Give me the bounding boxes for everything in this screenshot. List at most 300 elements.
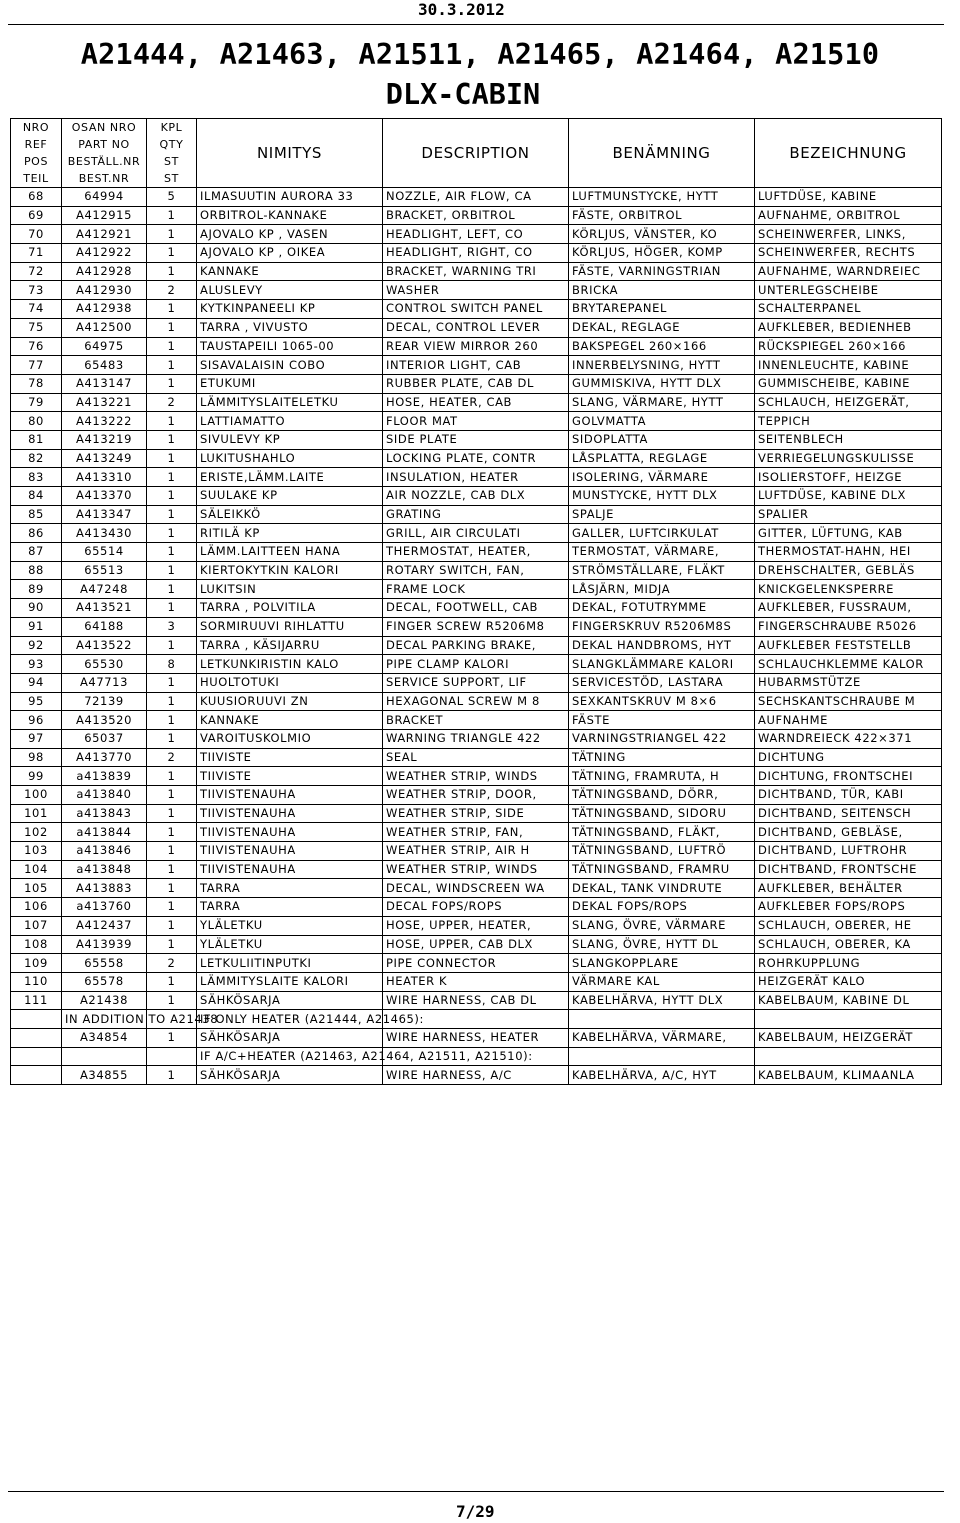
table-cell: 1: [147, 916, 197, 935]
table-cell: KABELHÄRVA, VÄRMARE,: [569, 1028, 755, 1047]
table-cell: 1: [147, 412, 197, 431]
table-cell: DECAL, FOOTWELL, CAB: [383, 599, 569, 618]
table-cell: [11, 1028, 62, 1047]
table-cell: 111: [11, 991, 62, 1010]
table-cell: 72139: [62, 692, 147, 711]
table-cell: DICHTUNG, FRONTSCHEI: [755, 767, 942, 786]
table-cell: [11, 1010, 62, 1029]
table-cell: SLANG, ÖVRE, HYTT DL: [569, 935, 755, 954]
table-cell: KÖRLJUS, VÄNSTER, KO: [569, 225, 755, 244]
header-description: DESCRIPTION: [383, 119, 569, 188]
table-cell: 87: [11, 543, 62, 562]
table-cell: 81: [11, 430, 62, 449]
table-cell: FINGERSCHRAUBE R5026: [755, 617, 942, 636]
table-row: [11, 524, 942, 543]
table-row: [11, 318, 942, 337]
table-cell: A413522: [62, 636, 147, 655]
table-cell: LUKITSIN: [197, 580, 383, 599]
document-title: A21444, A21463, A21511, A21465, A21464, A21510: [80, 38, 880, 71]
table-cell: DEKAL, FOTUTRYMME: [569, 599, 755, 618]
table-cell: a413843: [62, 804, 147, 823]
table-cell: TÄTNING, FRAMRUTA, H: [569, 767, 755, 786]
table-cell: SEXKANTSKRUV M 8×6: [569, 692, 755, 711]
table-cell: VAROITUSKOLMIO: [197, 729, 383, 748]
table-row: [11, 767, 942, 786]
table-cell: WIRE HARNESS, CAB DL: [383, 991, 569, 1010]
table-cell: SCHLAUCH, HEIZGERÄT,: [755, 393, 942, 412]
table-cell: GOLVMATTA: [569, 412, 755, 431]
table-cell: 109: [11, 954, 62, 973]
table-cell: 78: [11, 374, 62, 393]
document-date: 30.3.2012: [418, 0, 505, 19]
table-cell: 1: [147, 300, 197, 319]
table-cell: KNICKGELENKSPERRE: [755, 580, 942, 599]
table-cell: [62, 1047, 147, 1066]
table-row: [11, 991, 942, 1010]
table-cell: [755, 1047, 942, 1066]
table-cell: DECAL PARKING BRAKE,: [383, 636, 569, 655]
table-cell: GUMMISKIVA, HYTT DLX: [569, 374, 755, 393]
table-row: [11, 374, 942, 393]
table-cell: 82: [11, 449, 62, 468]
table-row: [11, 393, 942, 412]
table-cell: INNERBELYSNING, HYTT: [569, 356, 755, 375]
table-cell: 105: [11, 879, 62, 898]
table-row: [11, 729, 942, 748]
table-cell: SIDE PLATE: [383, 430, 569, 449]
table-cell: TERMOSTAT, VÄRMARE,: [569, 543, 755, 562]
table-cell: SISAVALAISIN COBO: [197, 356, 383, 375]
table-cell: FÄSTE: [569, 711, 755, 730]
table-cell: WEATHER STRIP, WINDS: [383, 860, 569, 879]
table-cell: DEKAL, TANK VINDRUTE: [569, 879, 755, 898]
note-text-cell: IF A/C+HEATER (A21463, A21464, A21511, A21510):: [197, 1047, 383, 1066]
table-cell: SPALIER: [755, 505, 942, 524]
note-text-cell: IF ONLY HEATER (A21444, A21465):: [197, 1010, 383, 1029]
table-cell: HOSE, UPPER, HEATER,: [383, 916, 569, 935]
table-cell: KANNAKE: [197, 711, 383, 730]
top-rule: [8, 24, 944, 25]
table-cell: 65514: [62, 543, 147, 562]
table-cell: 65483: [62, 356, 147, 375]
table-cell: RITILÄ KP: [197, 524, 383, 543]
table-cell: 103: [11, 842, 62, 861]
note-row-ac: [11, 1047, 942, 1066]
table-cell: 2: [147, 954, 197, 973]
table-cell: GALLER, LUFTCIRKULAT: [569, 524, 755, 543]
header-nimitys: NIMITYS: [197, 119, 383, 188]
table-cell: [11, 1047, 62, 1066]
table-cell: AUFKLEBER FOPS/ROPS: [755, 898, 942, 917]
table-cell: 2: [147, 748, 197, 767]
table-row: [11, 935, 942, 954]
table-cell: FLOOR MAT: [383, 412, 569, 431]
table-cell: WEATHER STRIP, DOOR,: [383, 786, 569, 805]
table-cell: 73: [11, 281, 62, 300]
note-row-heater: [11, 1010, 942, 1029]
table-cell: 1: [147, 991, 197, 1010]
table-cell: 1: [147, 729, 197, 748]
table-cell: 8: [147, 655, 197, 674]
table-cell: 1: [147, 449, 197, 468]
table-cell: 2: [147, 281, 197, 300]
table-cell: 65513: [62, 561, 147, 580]
table-cell: PIPE CONNECTOR: [383, 954, 569, 973]
table-cell: SÄHKÖSARJA: [197, 991, 383, 1010]
table-cell: ETUKUMI: [197, 374, 383, 393]
table-cell: KABELBAUM, KABINE DL: [755, 991, 942, 1010]
table-cell: 65578: [62, 972, 147, 991]
table-cell: AUFKLEBER, BEDIENHEB: [755, 318, 942, 337]
table-cell: a413840: [62, 786, 147, 805]
table-cell: SERVICE SUPPORT, LIF: [383, 673, 569, 692]
table-cell: SPALJE: [569, 505, 755, 524]
table-cell: 76: [11, 337, 62, 356]
table-cell: INSULATION, HEATER: [383, 468, 569, 487]
table-cell: 64975: [62, 337, 147, 356]
header-bezeichnung: BEZEICHNUNG: [755, 119, 942, 188]
table-row: [11, 262, 942, 281]
table-row: [11, 430, 942, 449]
table-cell: DEKAL HANDBROMS, HYT: [569, 636, 755, 655]
table-row: [11, 188, 942, 207]
table-cell: A412930: [62, 281, 147, 300]
table-cell: 65037: [62, 729, 147, 748]
table-cell: GITTER, LÜFTUNG, KAB: [755, 524, 942, 543]
table-cell: A413222: [62, 412, 147, 431]
table-cell: AUFNAHME: [755, 711, 942, 730]
table-cell: A413249: [62, 449, 147, 468]
table-cell: 65530: [62, 655, 147, 674]
table-cell: GUMMISCHEIBE, KABINE: [755, 374, 942, 393]
table-cell: LÄMM.LAITTEEN HANA: [197, 543, 383, 562]
table-cell: TÄTNINGSBAND, FLÄKT,: [569, 823, 755, 842]
table-cell: 1: [147, 468, 197, 487]
table-cell: 64188: [62, 617, 147, 636]
table-cell: LÅSPLATTA, REGLAGE: [569, 449, 755, 468]
table-cell: [755, 1010, 942, 1029]
table-cell: DICHTBAND, LUFTROHR: [755, 842, 942, 861]
table-cell: 1: [147, 206, 197, 225]
table-cell: 100: [11, 786, 62, 805]
table-cell: TIIVISTENAUHA: [197, 786, 383, 805]
table-cell: TÄTNING: [569, 748, 755, 767]
table-cell: TARRA , KÄSIJARRU: [197, 636, 383, 655]
table-row: [11, 225, 942, 244]
table-row: [11, 300, 942, 319]
table-cell: ERISTE,LÄMM.LAITE: [197, 468, 383, 487]
bottom-rule: [8, 1491, 944, 1492]
table-cell: TIIVISTENAUHA: [197, 804, 383, 823]
table-cell: 85: [11, 505, 62, 524]
table-cell: 99: [11, 767, 62, 786]
table-cell: SLANG, VÄRMARE, HYTT: [569, 393, 755, 412]
table-cell: 1: [147, 898, 197, 917]
table-cell: TARRA: [197, 898, 383, 917]
table-cell: BRICKA: [569, 281, 755, 300]
table-cell: TÄTNINGSBAND, SIDORU: [569, 804, 755, 823]
table-cell: THERMOSTAT, HEATER,: [383, 543, 569, 562]
header-qty: KPL QTY ST ST: [147, 119, 197, 188]
table-cell: 72: [11, 262, 62, 281]
table-cell: LÄMMITYSLAITE KALORI: [197, 972, 383, 991]
table-cell: 77: [11, 356, 62, 375]
table-cell: HEATER K: [383, 972, 569, 991]
table-cell: AUFNAHME, ORBITROL: [755, 206, 942, 225]
table-cell: A412921: [62, 225, 147, 244]
table-cell: HUOLTOTUKI: [197, 673, 383, 692]
table-cell: TIIVISTENAUHA: [197, 842, 383, 861]
table-cell: A412928: [62, 262, 147, 281]
table-cell: 1: [147, 561, 197, 580]
table-row: [11, 337, 942, 356]
table-cell: SLANGKOPPLARE: [569, 954, 755, 973]
table-cell: 2: [147, 393, 197, 412]
table-cell: UNTERLEGSCHEIBE: [755, 281, 942, 300]
table-cell: a413760: [62, 898, 147, 917]
table-cell: A21438: [62, 991, 147, 1010]
table-cell: DICHTBAND, TÜR, KABI: [755, 786, 942, 805]
table-cell: DICHTBAND, GEBLÄSE,: [755, 823, 942, 842]
table-cell: 88: [11, 561, 62, 580]
table-cell: LUFTDÜSE, KABINE DLX: [755, 487, 942, 506]
table-cell: TARRA: [197, 879, 383, 898]
table-cell: SORMIRUUVI RIHLATTU: [197, 617, 383, 636]
table-cell: TIIVISTE: [197, 767, 383, 786]
table-cell: A413310: [62, 468, 147, 487]
table-cell: TARRA , POLVITILA: [197, 599, 383, 618]
table-cell: THERMOSTAT-HAHN, HEI: [755, 543, 942, 562]
table-cell: GRATING: [383, 505, 569, 524]
table-cell: A412500: [62, 318, 147, 337]
table-cell: FÄSTE, VARNINGSTRIAN: [569, 262, 755, 281]
table-cell: 1: [147, 599, 197, 618]
table-row: [11, 972, 942, 991]
table-cell: 1: [147, 1028, 197, 1047]
table-cell: ORBITROL-KANNAKE: [197, 206, 383, 225]
table-cell: 71: [11, 244, 62, 263]
table-cell: 1: [147, 225, 197, 244]
table-cell: DECAL FOPS/ROPS: [383, 898, 569, 917]
table-cell: 107: [11, 916, 62, 935]
table-cell: 1: [147, 879, 197, 898]
table-cell: TÄTNINGSBAND, LUFTRÖ: [569, 842, 755, 861]
table-cell: 68: [11, 188, 62, 207]
table-cell: [147, 1047, 197, 1066]
table-cell: 69: [11, 206, 62, 225]
table-row: [11, 543, 942, 562]
table-cell: AJOVALO KP , OIKEA: [197, 244, 383, 263]
table-cell: 1: [147, 711, 197, 730]
table-cell: 104: [11, 860, 62, 879]
table-cell: A34854: [62, 1028, 147, 1047]
table-row: [11, 692, 942, 711]
table-cell: BRACKET, WARNING TRI: [383, 262, 569, 281]
table-cell: DREHSCHALTER, GEBLÄS: [755, 561, 942, 580]
table-row: [11, 786, 942, 805]
table-cell: LÄMMITYSLAITELETKU: [197, 393, 383, 412]
table-cell: 1: [147, 636, 197, 655]
table-cell: WARNDREIECK 422×371: [755, 729, 942, 748]
table-cell: ILMASUUTIN AURORA 33: [197, 188, 383, 207]
table-cell: 65558: [62, 954, 147, 973]
table-cell: BRACKET: [383, 711, 569, 730]
table-cell: [569, 1047, 755, 1066]
table-cell: LETKUNKIRISTIN KALO: [197, 655, 383, 674]
table-row: [11, 356, 942, 375]
table-cell: A413430: [62, 524, 147, 543]
table-cell: 84: [11, 487, 62, 506]
table-cell: SEAL: [383, 748, 569, 767]
table-row: [11, 1066, 942, 1085]
table-cell: TIIVISTE: [197, 748, 383, 767]
table-cell: 3: [147, 617, 197, 636]
table-cell: A413347: [62, 505, 147, 524]
table-cell: AUFKLEBER FESTSTELLB: [755, 636, 942, 655]
table-cell: HEIZGERÄT KALO: [755, 972, 942, 991]
table-cell: 1: [147, 337, 197, 356]
table-cell: WEATHER STRIP, SIDE: [383, 804, 569, 823]
table-cell: LUFTMUNSTYCKE, HYTT: [569, 188, 755, 207]
table-cell: RÜCKSPIEGEL 260×166: [755, 337, 942, 356]
table-cell: HEADLIGHT, LEFT, CO: [383, 225, 569, 244]
header-pos: NRO REF POS TEIL: [11, 119, 62, 188]
table-cell: 1: [147, 823, 197, 842]
table-row: [11, 916, 942, 935]
table-cell: TAUSTAPEILI 1065-00: [197, 337, 383, 356]
table-cell: 108: [11, 935, 62, 954]
table-cell: ISOLIERSTOFF, HEIZGE: [755, 468, 942, 487]
table-cell: YLÄLETKU: [197, 916, 383, 935]
table-cell: SLANG, ÖVRE, VÄRMARE: [569, 916, 755, 935]
table-cell: A413370: [62, 487, 147, 506]
table-cell: LUFTDÜSE, KABINE: [755, 188, 942, 207]
table-cell: LOCKING PLATE, CONTR: [383, 449, 569, 468]
table-cell: a413848: [62, 860, 147, 879]
table-cell: 93: [11, 655, 62, 674]
table-cell: RUBBER PLATE, CAB DL: [383, 374, 569, 393]
table-cell: AIR NOZZLE, CAB DLX: [383, 487, 569, 506]
table-cell: KABELHÄRVA, HYTT DLX: [569, 991, 755, 1010]
table-row: [11, 1028, 942, 1047]
table-header-row: [11, 119, 942, 188]
table-cell: SEITENBLECH: [755, 430, 942, 449]
table-cell: 79: [11, 393, 62, 412]
note-part-cell: IN ADDITION TO A21438: [62, 1010, 147, 1029]
table-cell: 96: [11, 711, 62, 730]
table-cell: A47248: [62, 580, 147, 599]
table-row: [11, 860, 942, 879]
table-cell: WEATHER STRIP, AIR H: [383, 842, 569, 861]
table-cell: A413770: [62, 748, 147, 767]
table-cell: SÄHKÖSARJA: [197, 1028, 383, 1047]
table-cell: A412922: [62, 244, 147, 263]
table-cell: FINGER SCREW R5206M8: [383, 617, 569, 636]
table-cell: INNENLEUCHTE, KABINE: [755, 356, 942, 375]
header-benamning: BENÄMNING: [569, 119, 755, 188]
table-cell: ALUSLEVY: [197, 281, 383, 300]
table-cell: BRYTAREPANEL: [569, 300, 755, 319]
table-cell: KIERTOKYTKIN KALORI: [197, 561, 383, 580]
table-row: [11, 487, 942, 506]
table-cell: VÄRMARE KAL: [569, 972, 755, 991]
page-number: 7/29: [456, 1502, 495, 1521]
table-row: [11, 655, 942, 674]
table-cell: DECAL, CONTROL LEVER: [383, 318, 569, 337]
table-row: [11, 823, 942, 842]
table-cell: DECAL, WINDSCREEN WA: [383, 879, 569, 898]
table-cell: SCHLAUCH, OBERER, KA: [755, 935, 942, 954]
table-cell: TIIVISTENAUHA: [197, 860, 383, 879]
table-cell: 1: [147, 767, 197, 786]
table-cell: SÄHKÖSARJA: [197, 1066, 383, 1085]
table-cell: 102: [11, 823, 62, 842]
table-cell: 5: [147, 188, 197, 207]
table-cell: A413219: [62, 430, 147, 449]
table-cell: 1: [147, 505, 197, 524]
table-row: [11, 244, 942, 263]
table-cell: A413883: [62, 879, 147, 898]
table-cell: AJOVALO KP , VASEN: [197, 225, 383, 244]
table-cell: TÄTNINGSBAND, FRAMRU: [569, 860, 755, 879]
header-part-no: OSAN NRO PART NO BESTÄLL.NR BEST.NR: [62, 119, 147, 188]
table-cell: 70: [11, 225, 62, 244]
table-cell: MUNSTYCKE, HYTT DLX: [569, 487, 755, 506]
table-cell: 75: [11, 318, 62, 337]
table-cell: 1: [147, 1066, 197, 1085]
table-cell: 74: [11, 300, 62, 319]
table-cell: LATTIAMATTO: [197, 412, 383, 431]
table-cell: VERRIEGELUNGSKULISSE: [755, 449, 942, 468]
table-cell: 1: [147, 786, 197, 805]
table-cell: 1: [147, 972, 197, 991]
table-row: [11, 561, 942, 580]
table-cell: LÅSJÄRN, MIDJA: [569, 580, 755, 599]
table-cell: ISOLERING, VÄRMARE: [569, 468, 755, 487]
table-cell: a413846: [62, 842, 147, 861]
table-cell: FRAME LOCK: [383, 580, 569, 599]
table-cell: A413520: [62, 711, 147, 730]
table-row: [11, 711, 942, 730]
table-cell: 1: [147, 487, 197, 506]
table-cell: TÄTNINGSBAND, DÖRR,: [569, 786, 755, 805]
table-cell: DEKAL FOPS/ROPS: [569, 898, 755, 917]
table-cell: 1: [147, 524, 197, 543]
table-cell: AUFNAHME, WARNDREIEC: [755, 262, 942, 281]
table-cell: 97: [11, 729, 62, 748]
table-row: [11, 748, 942, 767]
table-cell: PIPE CLAMP KALORI: [383, 655, 569, 674]
table-cell: KANNAKE: [197, 262, 383, 281]
table-cell: HUBARMSTÜTZE: [755, 673, 942, 692]
table-cell: 1: [147, 430, 197, 449]
table-cell: DICHTUNG: [755, 748, 942, 767]
table-cell: SLANGKLÄMMARE KALORI: [569, 655, 755, 674]
table-cell: LETKULIITINPUTKI: [197, 954, 383, 973]
table-cell: HEXAGONAL SCREW M 8: [383, 692, 569, 711]
parts-table: [10, 118, 942, 1085]
table-cell: 80: [11, 412, 62, 431]
table-cell: A412437: [62, 916, 147, 935]
table-cell: YLÄLETKU: [197, 935, 383, 954]
table-cell: VARNINGSTRIANGEL 422: [569, 729, 755, 748]
table-cell: TARRA , VIVUSTO: [197, 318, 383, 337]
table-cell: a413844: [62, 823, 147, 842]
table-cell: 83: [11, 468, 62, 487]
table-cell: 1: [147, 860, 197, 879]
table-cell: 1: [147, 673, 197, 692]
table-cell: A412915: [62, 206, 147, 225]
